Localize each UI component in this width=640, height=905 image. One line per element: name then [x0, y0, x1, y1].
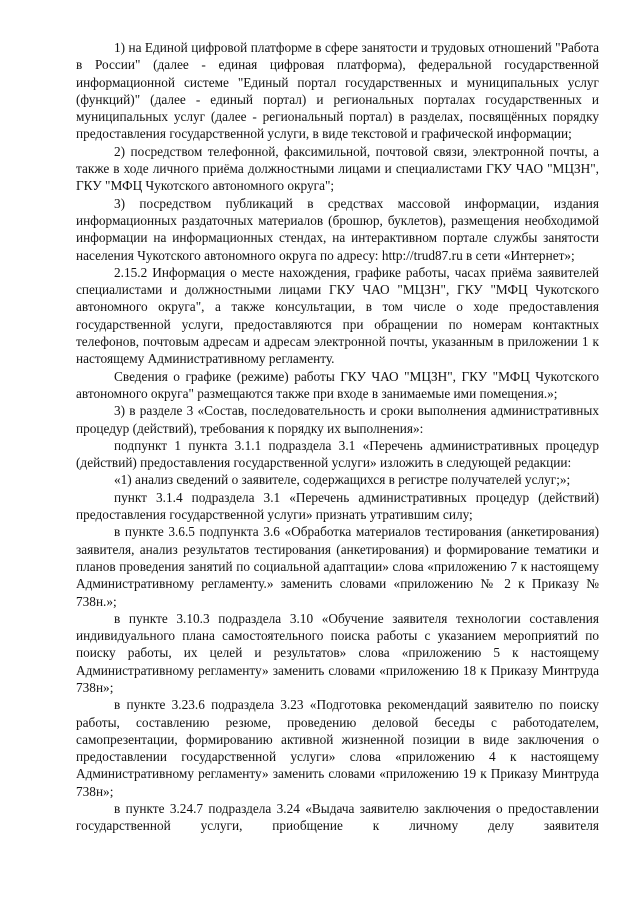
paragraph-6: 3) в разделе 3 «Состав, последовательность и сроки выполнения административных процедур (действий), требования к порядку их выполнения»: — [76, 403, 599, 436]
paragraph-9: пункт 3.1.4 подраздела 3.1 «Перечень административных процедур (действий) предоставления государственной услуги» признать утратившим силу; — [76, 489, 599, 523]
paragraph-11: в пункте 3.10.3 подраздела 3.10 «Обучение заявителя технологии составления индивидуального плана самостоятельного поиска работы с указанием мероприятий по поиску работы, их целей и результатов» слова «приложению 5 к настоящему Административному регламенту» заменить словами «приложению 18 к Приказу Минтруда 738н»; — [76, 610, 599, 695]
paragraph-12: в пункте 3.23.6 подраздела 3.23 «Подготовка рекомендаций заявителю по поиску работы, составлению резюме, проведению деловой беседы с работодателем, самопрезентации, формированию активной жизненной позиции в виде заключения о предоставлении государственной услуги» слова «приложению 4 к настоящему Административному регламенту» заменить словами «приложению 19 к Приказу Минтруда 738н»; — [76, 697, 599, 799]
paragraph-4: 2.15.2 Информация о месте нахождения, графике работы, часах приёма заявителей специалистами и должностными лицами ГКУ ЧАО "МЦЗН", ГКУ "МФЦ Чукотского автономного округа", а также консультации, в том числе о ходе предоставления государственной услуги, предоставляются при обращении по номерам контактных телефонов, почтовым адресам и адресам электронной почты, указанным в приложении 1 к настоящему Административному регламенту. — [76, 264, 599, 367]
paragraph-5: Сведения о графике (режиме) работы ГКУ ЧАО "МЦЗН", ГКУ "МФЦ Чукотского автономного округа" размещаются также при входе в занимаемые ими помещения.»; — [76, 368, 599, 401]
paragraph-2: 2) посредством телефонной, факсимильной, почтовой связи, электронной почты, а также в ходе личного приёма должностными лицами и специалистами ГКУ ЧАО "МЦЗН", ГКУ "МФЦ Чукотского автономного округа"; — [76, 143, 599, 194]
paragraph-3: 3) посредством публикаций в средствах массовой информации, издания информационных раздаточных материалов (брошюр, буклетов), размещения необходимой информации на информационных стендах, на интерактивном портале службы занятости населения Чукотского автономного округа по адресу: http://trud87.ru в сети «Интернет»; — [76, 195, 599, 263]
paragraph-1: 1) на Единой цифровой платформе в сфере занятости и трудовых отношений "Работа в России" (далее - единая цифровая платформа), федеральной государственной информационной системе "Единый портал государственных и муниципальных услуг (функций)" (далее - единый портал) и региональных порталах государственных и муниципальных услуг (далее - региональный портал) в разделах, посвящённых порядку предоставления государственной услуги, в виде текстовой и графической информации; — [76, 40, 599, 142]
paragraph-8: «1) анализ сведений о заявителе, содержащихся в регистре получателей услуг;»; — [114, 472, 571, 488]
paragraph-7: подпункт 1 пункта 3.1.1 подраздела 3.1 «Перечень административных процедур (действий) предоставления государственной услуги» изложить в следующей редакции: — [76, 437, 599, 471]
document-page — [76, 39, 599, 835]
paragraph-13: в пункте 3.24.7 подраздела 3.24 «Выдача заявителю заключения о предоставлении государственной услуги, приобщение к личному делу заявителя — [76, 801, 599, 834]
paragraph-10: в пункте 3.6.5 подпункта 3.6 «Обработка материалов тестирования (анкетирования) заявителя, анализ результатов тестирования (анкетирования) и формирование тематики и планов проведения занятий по социальной адаптации» слова «приложению 7 к настоящему Административному регламенту.» заменить словами «приложению № 2 к Приказу № 738н.»; — [76, 524, 599, 609]
